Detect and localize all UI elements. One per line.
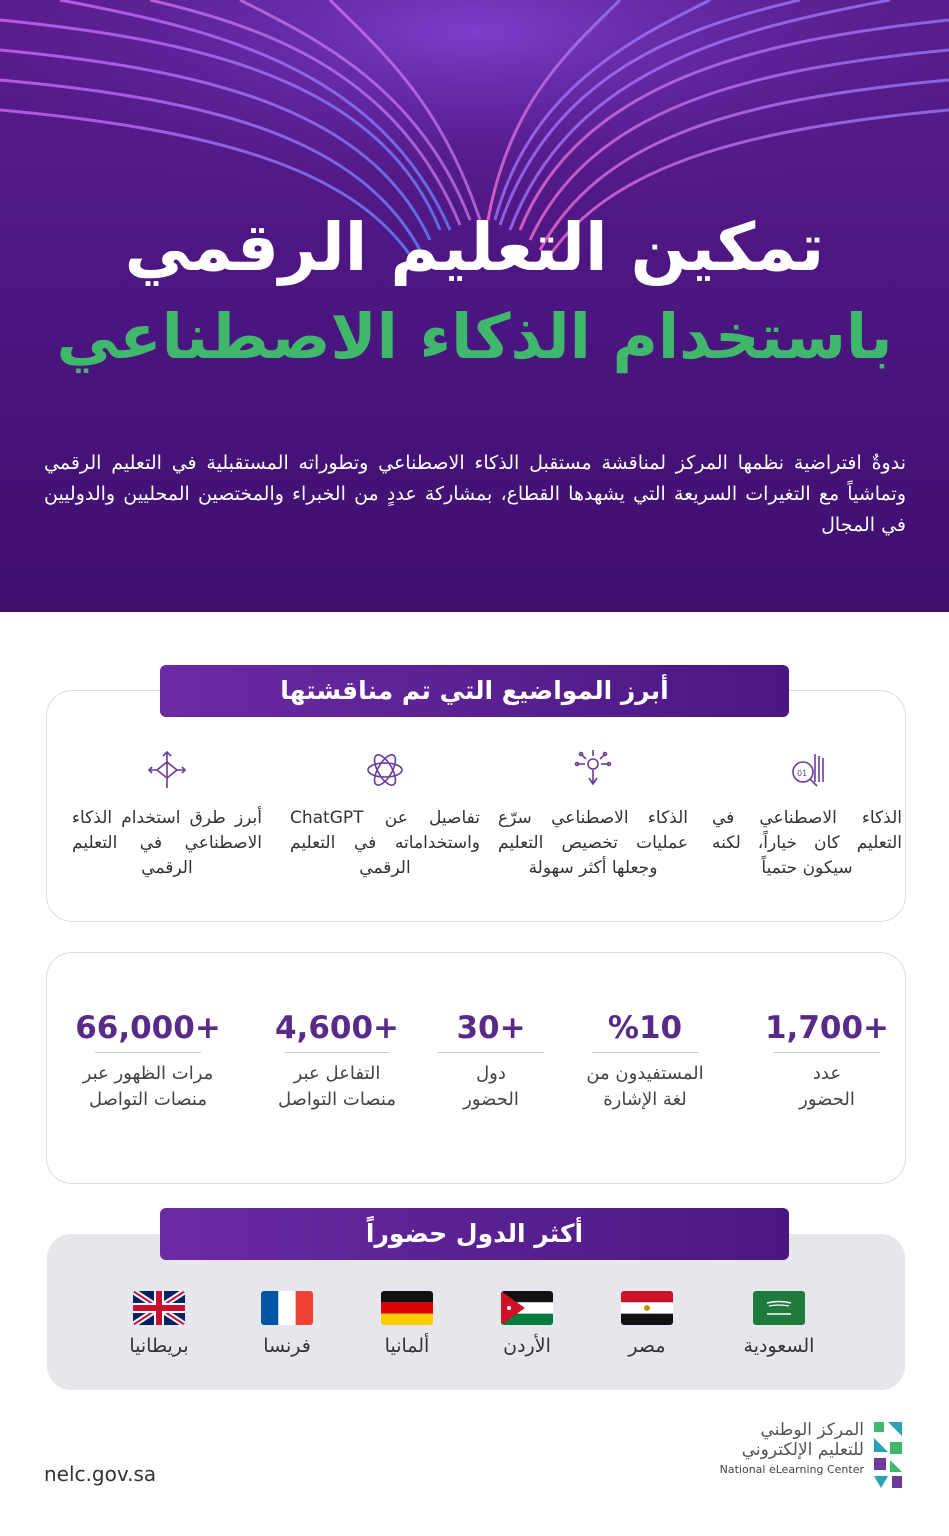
website-link[interactable]: nelc.gov.sa xyxy=(44,1462,157,1486)
stat-countries xyxy=(406,1010,576,1113)
country-name: ألمانيا xyxy=(384,1335,430,1357)
topic-text: الذكاء الاصطناعي سرّع عمليات تخصيص التعليم وجعلها أكثر سهولة xyxy=(498,808,688,878)
svg-text:01: 01 xyxy=(797,769,808,778)
france-flag-icon xyxy=(261,1291,313,1325)
hero-banner xyxy=(0,0,949,612)
stat-label: لغة الإشارة xyxy=(603,1089,687,1110)
country-name: الأردن xyxy=(503,1335,551,1357)
stat-label: المستفيدون من xyxy=(586,1063,704,1084)
stat-value: %10 xyxy=(607,1010,683,1046)
stat-value: 4,600+ xyxy=(274,1010,400,1046)
stat-sign-language xyxy=(560,1010,730,1113)
germany-flag-icon xyxy=(381,1291,433,1325)
page-title: تمكين التعليم الرقمي xyxy=(124,209,825,286)
nelc-logo-mark-icon xyxy=(870,1418,906,1492)
country-item xyxy=(587,1291,707,1357)
topic-text: الذكاء الاصطناعي في التعليم كان خياراً، لكنه سيكون حتمياً xyxy=(712,808,902,878)
countries-heading: أكثر الدول حضوراً xyxy=(160,1208,789,1260)
stat-label: عدد xyxy=(812,1063,842,1084)
stat-label: منصات التواصل xyxy=(89,1089,207,1110)
nelc-logo xyxy=(712,1416,912,1496)
intro-paragraph: ندوةٌ افتراضية نظمها المركز لمناقشة مستقبل الذكاء الاصطناعي وتطوراته المستقبلية في التعليم الرقمي وتماشياً مع التغيرات السريعة التي يشهدها القطاع، بمشاركة عددٍ من الخبراء والمختصين المحليين والدوليين في المجال xyxy=(44,452,906,536)
uk-flag-icon xyxy=(133,1291,185,1325)
stat-value: 1,700+ xyxy=(764,1010,890,1046)
page-subtitle: باستخدام الذكاء الاصطناعي xyxy=(56,300,893,373)
topics-heading: أبرز المواضيع التي تم مناقشتها xyxy=(160,665,789,717)
saudi-flag-icon xyxy=(753,1291,805,1325)
stat-label: الحضور xyxy=(799,1089,855,1110)
topic-text: أبرز طرق استخدام الذكاء الاصطناعي في التعليم الرقمي xyxy=(72,808,262,878)
country-item xyxy=(467,1291,587,1357)
logo-text-en: National eLearning Center xyxy=(719,1463,864,1476)
stat-divider xyxy=(95,1052,200,1053)
stat-attendees xyxy=(742,1010,912,1113)
topic-item xyxy=(72,748,262,881)
stat-label: دول xyxy=(476,1063,506,1084)
country-name: مصر xyxy=(628,1335,666,1357)
country-item xyxy=(719,1291,839,1357)
stat-label: مرات الظهور عبر xyxy=(82,1063,214,1084)
stat-divider xyxy=(284,1052,389,1053)
ai-book-icon xyxy=(785,748,829,792)
country-item xyxy=(227,1291,347,1357)
stat-value: 30+ xyxy=(456,1010,526,1046)
topic-item xyxy=(498,748,688,881)
country-name: بريطانيا xyxy=(129,1335,189,1357)
topic-item xyxy=(290,748,480,881)
ai-touch-icon xyxy=(571,748,615,792)
stat-divider xyxy=(438,1052,543,1053)
stat-label: التفاعل عبر xyxy=(293,1063,381,1084)
egypt-flag-icon xyxy=(621,1291,673,1325)
logo-text-ar-1: المركز الوطني xyxy=(760,1420,864,1440)
stat-interactions xyxy=(252,1010,422,1113)
country-name: فرنسا xyxy=(263,1335,311,1357)
jordan-flag-icon xyxy=(501,1291,553,1325)
stat-value: 66,000+ xyxy=(75,1010,221,1046)
topic-item xyxy=(712,748,902,881)
ai-network-icon xyxy=(145,748,189,792)
country-name: السعودية xyxy=(743,1335,815,1357)
chatgpt-icon xyxy=(363,748,407,792)
stat-impressions xyxy=(63,1010,233,1113)
stat-label: الحضور xyxy=(463,1089,519,1110)
logo-text-ar-2: للتعليم الإلكتروني xyxy=(741,1440,864,1460)
stat-label: منصات التواصل xyxy=(278,1089,396,1110)
topic-text: تفاصيل عن ChatGPT واستخداماته في التعليم الرقمي xyxy=(290,808,480,878)
stat-divider xyxy=(774,1052,879,1053)
country-item xyxy=(347,1291,467,1357)
stat-divider xyxy=(592,1052,697,1053)
country-item xyxy=(99,1291,219,1357)
